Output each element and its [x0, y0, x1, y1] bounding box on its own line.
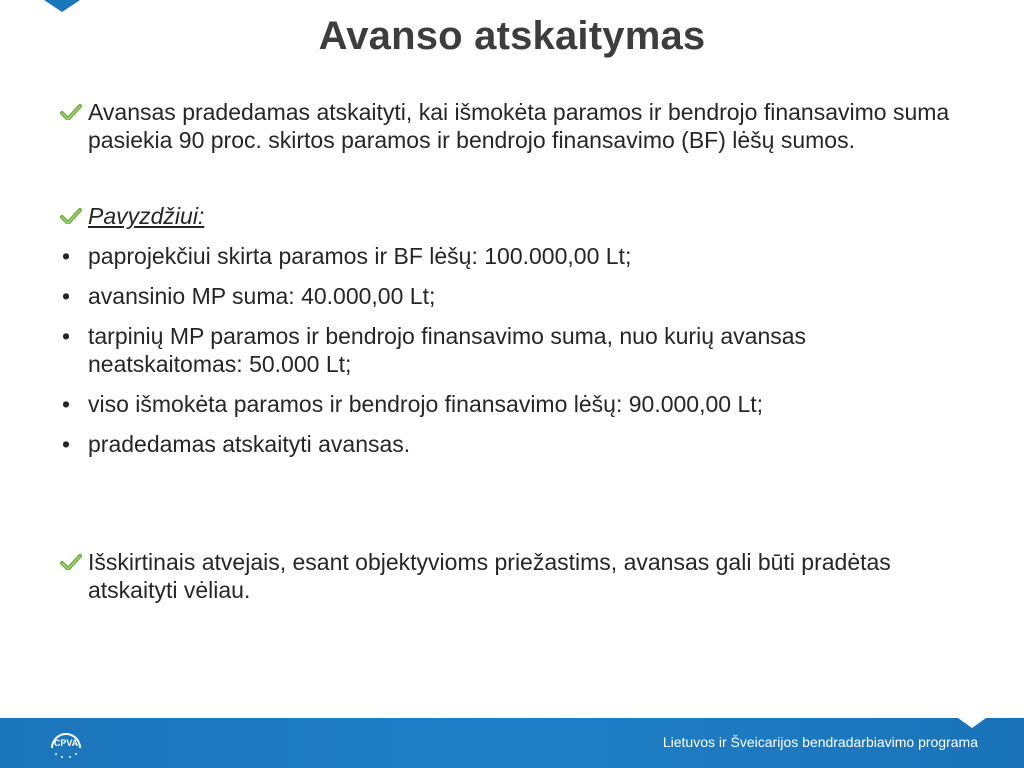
slide-title: Avanso atskaitymas — [318, 14, 706, 58]
svg-text:CPVA: CPVA — [53, 738, 79, 748]
bullet-icon: • — [62, 243, 71, 269]
slide-content — [60, 98, 960, 616]
footer-notch-decoration — [958, 718, 986, 728]
bullet-icon: • — [62, 323, 71, 349]
bullet-text: paprojekčiui skirta paramos ir BF lėšų: 100.000,00 Lt; — [88, 243, 632, 269]
bullet-icon: • — [62, 283, 71, 309]
paragraph-text: Išskirtinais atvejais, esant objektyvioms priežastims, avansas gali būti pradėtas atskaityti vėliau. — [88, 549, 891, 603]
bullet-item-5 — [60, 430, 960, 458]
bullet-icon: • — [62, 431, 71, 457]
bullet-text: tarpinių MP paramos ir bendrojo finansavimo suma, nuo kurių avansas neatskaitomas: 50.000 Lt; — [88, 323, 807, 377]
cpva-logo-icon — [46, 722, 86, 762]
bullet-text: viso išmokėta paramos ir bendrojo finansavimo lėšų: 90.000,00 Lt; — [88, 391, 764, 417]
checked-example-label — [60, 202, 960, 230]
bullet-item-3 — [60, 322, 960, 378]
check-mark-icon — [60, 554, 82, 570]
check-mark-icon — [60, 208, 82, 224]
bullet-text: avansinio MP suma: 40.000,00 Lt; — [88, 283, 436, 309]
bullet-icon: • — [62, 391, 71, 417]
bullet-text: pradedamas atskaityti avansas. — [88, 431, 411, 457]
example-label: Pavyzdžiui: — [88, 203, 205, 229]
footer-program-name: Lietuvos ir Šveicarijos bendradarbiavimo programa — [662, 734, 978, 750]
bullet-item-4 — [60, 390, 960, 418]
top-notch-decoration — [44, 0, 80, 12]
paragraph-text: Avansas pradedamas atskaityti, kai išmokėta paramos ir bendrojo finansavimo suma pasiekia 90 proc. skirtos paramos ir bendrojo finansavimo (BF) lėšų sumos. — [88, 99, 950, 153]
checked-paragraph-1 — [60, 98, 960, 154]
checked-paragraph-2 — [60, 548, 960, 604]
bullet-item-2 — [60, 282, 960, 310]
check-mark-icon — [60, 104, 82, 120]
bullet-item-1 — [60, 242, 960, 270]
